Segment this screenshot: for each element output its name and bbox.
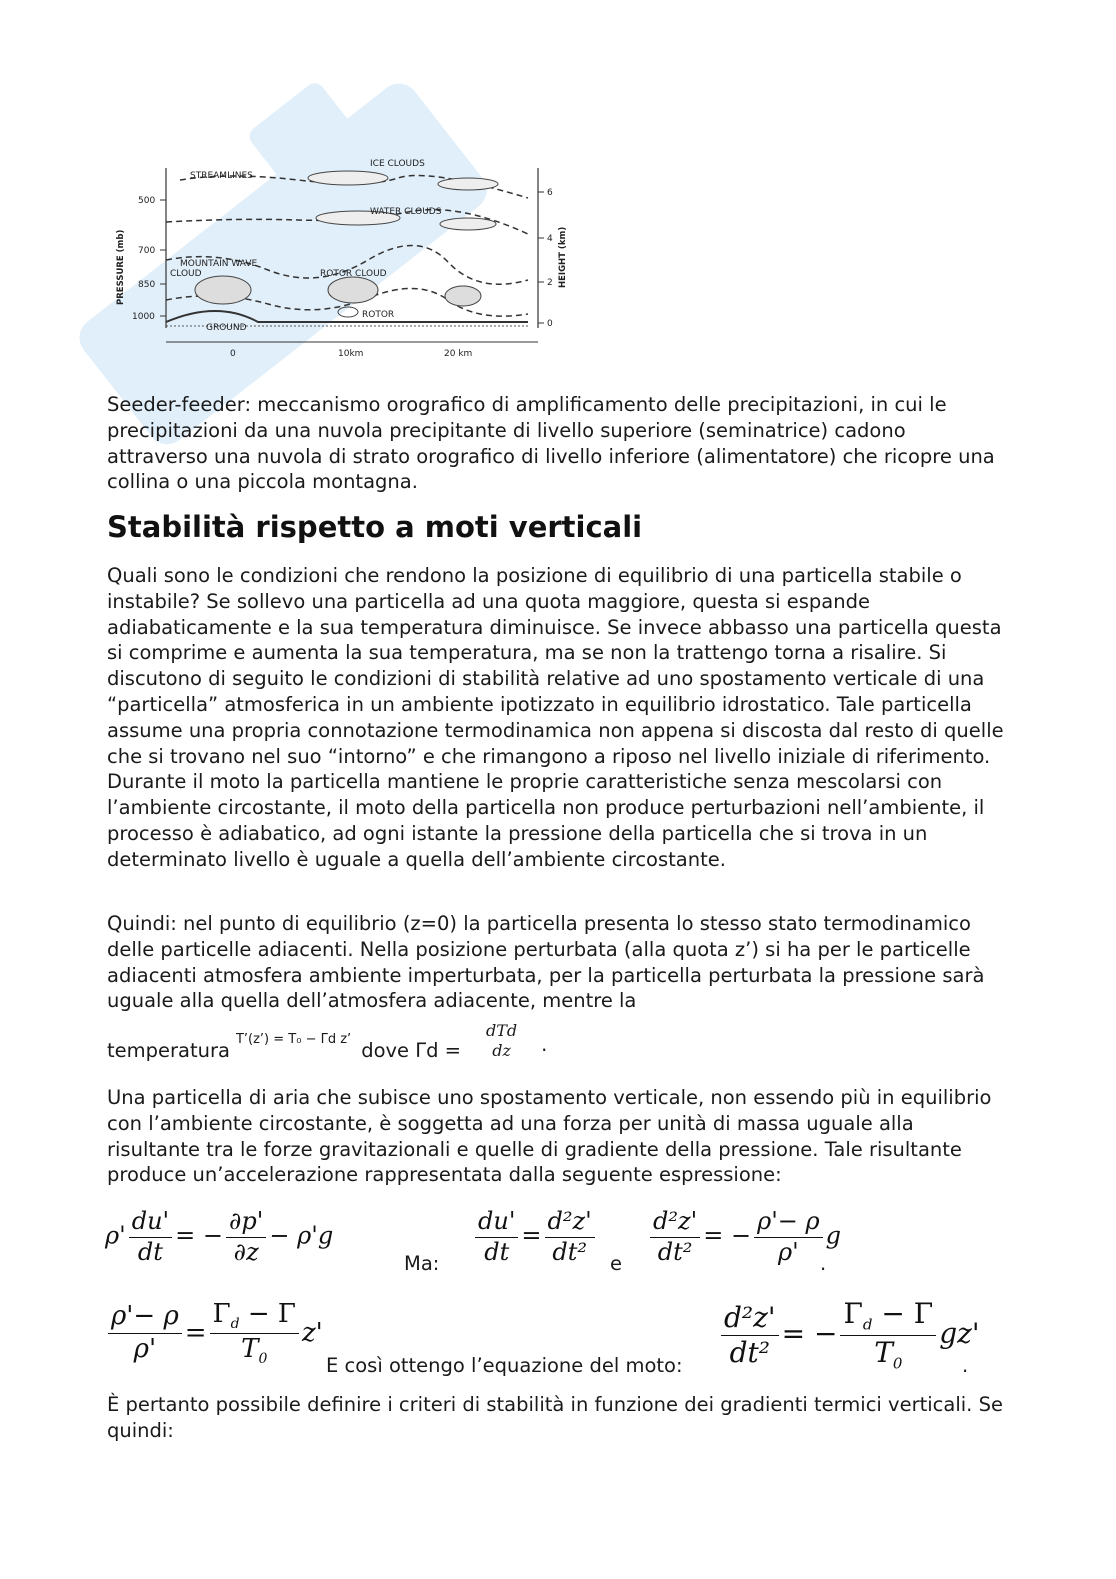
pressure-tick-700: 700 [138,246,156,256]
label-mountain-wave-2: CLOUD [170,269,202,279]
paragraph-3: Una particella di aria che subisce uno spostamento verticale, non essendo più in equilibrio con l’ambiente circostante, è soggetta ad una forza per unità di massa uguale alla risultante tra le forze gravitazionali e quelle di gradiente della pressione. Tale risultante produce un’accelerazione rappresentata dalla seguente espressione: [107,1086,992,1187]
equation-of-motion: $\frac{\text{d²z'}}{\text{dt²}}$ = − $\frac{\Gamma_d - \Gamma}{T_0}$ gz' [718,1298,980,1373]
period-1: . [541,1033,548,1056]
height-axis-label: HEIGHT (km) [558,226,568,288]
paragraph-1: Quali sono le condizioni che rendono la posizione di equilibrio di una particella stabile o instabile? Se sollevo una particella ad una quota maggiore, questa si espande adiabaticamente e la sua temperatura diminuisce. Se invece abbasso una particella questa si comprime e aumenta la sua temperatura, ma se non la trattengo torna a risalire. Si discutono di seguito le condizioni di stabilità relative ad uno spostamento verticale di una “particella” atmosferica in un ambiente ipotizzato in equilibrio idrostatico. Tale particella assume una propria connotazione termodinamica non appena si discosta dal resto di quelle che si trovano nel suo “intorno” e che rimangono a riposo nel livello iniziale di riferimento. Durante il moto la particella mantiene le proprie caratteristiche senza mescolarsi con l’ambiente circostante, il moto della particella non produce perturbazioni nell’ambiente, il processo è adiabatico, ad ogni istante la pressione della particella che si trova in un determinato livello è uguale a quella dell’ambiente circostante. [107,564,1004,871]
distance-tick-20: 20 km [444,349,473,359]
period-2: . [820,1252,827,1275]
pressure-axis-label: PRESSURE (mb) [116,229,126,305]
pressure-tick-850: 850 [138,280,156,290]
mountain-wave-figure [108,150,588,370]
label-ground: GROUND [206,323,247,333]
dz-denominator: dz [492,1040,511,1060]
temperature-line [107,1018,1007,1064]
equation-acceleration: $\frac{du'}{dt}$ = $\frac{\text{d²z'}}{\text{dt²}}$ [472,1208,598,1266]
pressure-tick-1000: 1000 [132,312,155,322]
distance-tick-0: 0 [230,349,236,359]
temp-formula: T’(z’) = T₀ − Γd z’ [235,1032,352,1047]
cosi-label: E così ottengo l’equazione del moto: [326,1354,683,1377]
height-tick-0: 0 [547,319,553,329]
equation-density-ratio: $\frac{\rho'- \rho}{\rho'}$ = $\frac{\Gamma_d - \Gamma}{T_0}$ z' [105,1300,323,1368]
paragraph-4: È pertanto possibile definire i criteri di stabilità in funzione dei gradienti termici verticali. Se quindi: [107,1393,1003,1442]
height-tick-6: 6 [547,188,553,198]
label-ice-clouds: ICE CLOUDS [370,159,425,169]
pressure-tick-500: 500 [138,196,156,206]
label-rotor-cloud: ROTOR CLOUD [320,269,387,279]
distance-tick-10: 10km [338,349,364,359]
height-tick-4: 4 [547,234,553,244]
equation-buoyancy: $\frac{\text{d²z'}}{\text{dt²}}$ = − $\frac{\rho'- \rho}{\rho'}$ g [647,1208,841,1266]
height-tick-2: 2 [547,278,553,288]
dTd-dz-fraction [483,1022,520,1061]
label-rotor: ROTOR [362,310,395,320]
label-mountain-wave-1: MOUNTAIN WAVE [180,259,258,269]
paragraph-2: Quindi: nel punto di equilibrio (z=0) la particella presenta lo stesso stato termodinamico delle particelle adiacenti. Nella posizione perturbata (alla quota z’) si ha per le particelle adiacenti atmosfera ambiente imperturbata, per la particella perturbata la pressione sarà uguale alla quella dell’atmosfera adiacente, mentre la [107,912,985,1013]
label-water-clouds: WATER CLOUDS [370,207,442,217]
dove-text: dove Γd = [361,1039,462,1062]
section-heading: Stabilità rispetto a moti verticali [107,510,643,544]
equation-momentum: ρ' $\frac{du'}{dt}$ = − $\frac{\partial p'}{\partial z}$ − ρ'g [105,1207,334,1266]
period-3: . [962,1354,969,1377]
seeder-feeder-paragraph: Seeder-feeder: meccanismo orografico di amplificamento delle precipitazioni, in cui le precipitazioni da una nuvola precipitante di livello superiore (seminatrice) cadono attraverso una nuvola di strato orografico di livello inferiore (alimentatore) che ricopre una collina o una piccola montagna. [107,393,995,494]
label-streamlines: STREAMLINES [190,171,253,181]
dTd-numerator: dTd [486,1020,518,1040]
ma-label: Ma: [404,1252,440,1275]
temp-word: temperatura [107,1039,230,1062]
e-label: e [610,1252,622,1275]
